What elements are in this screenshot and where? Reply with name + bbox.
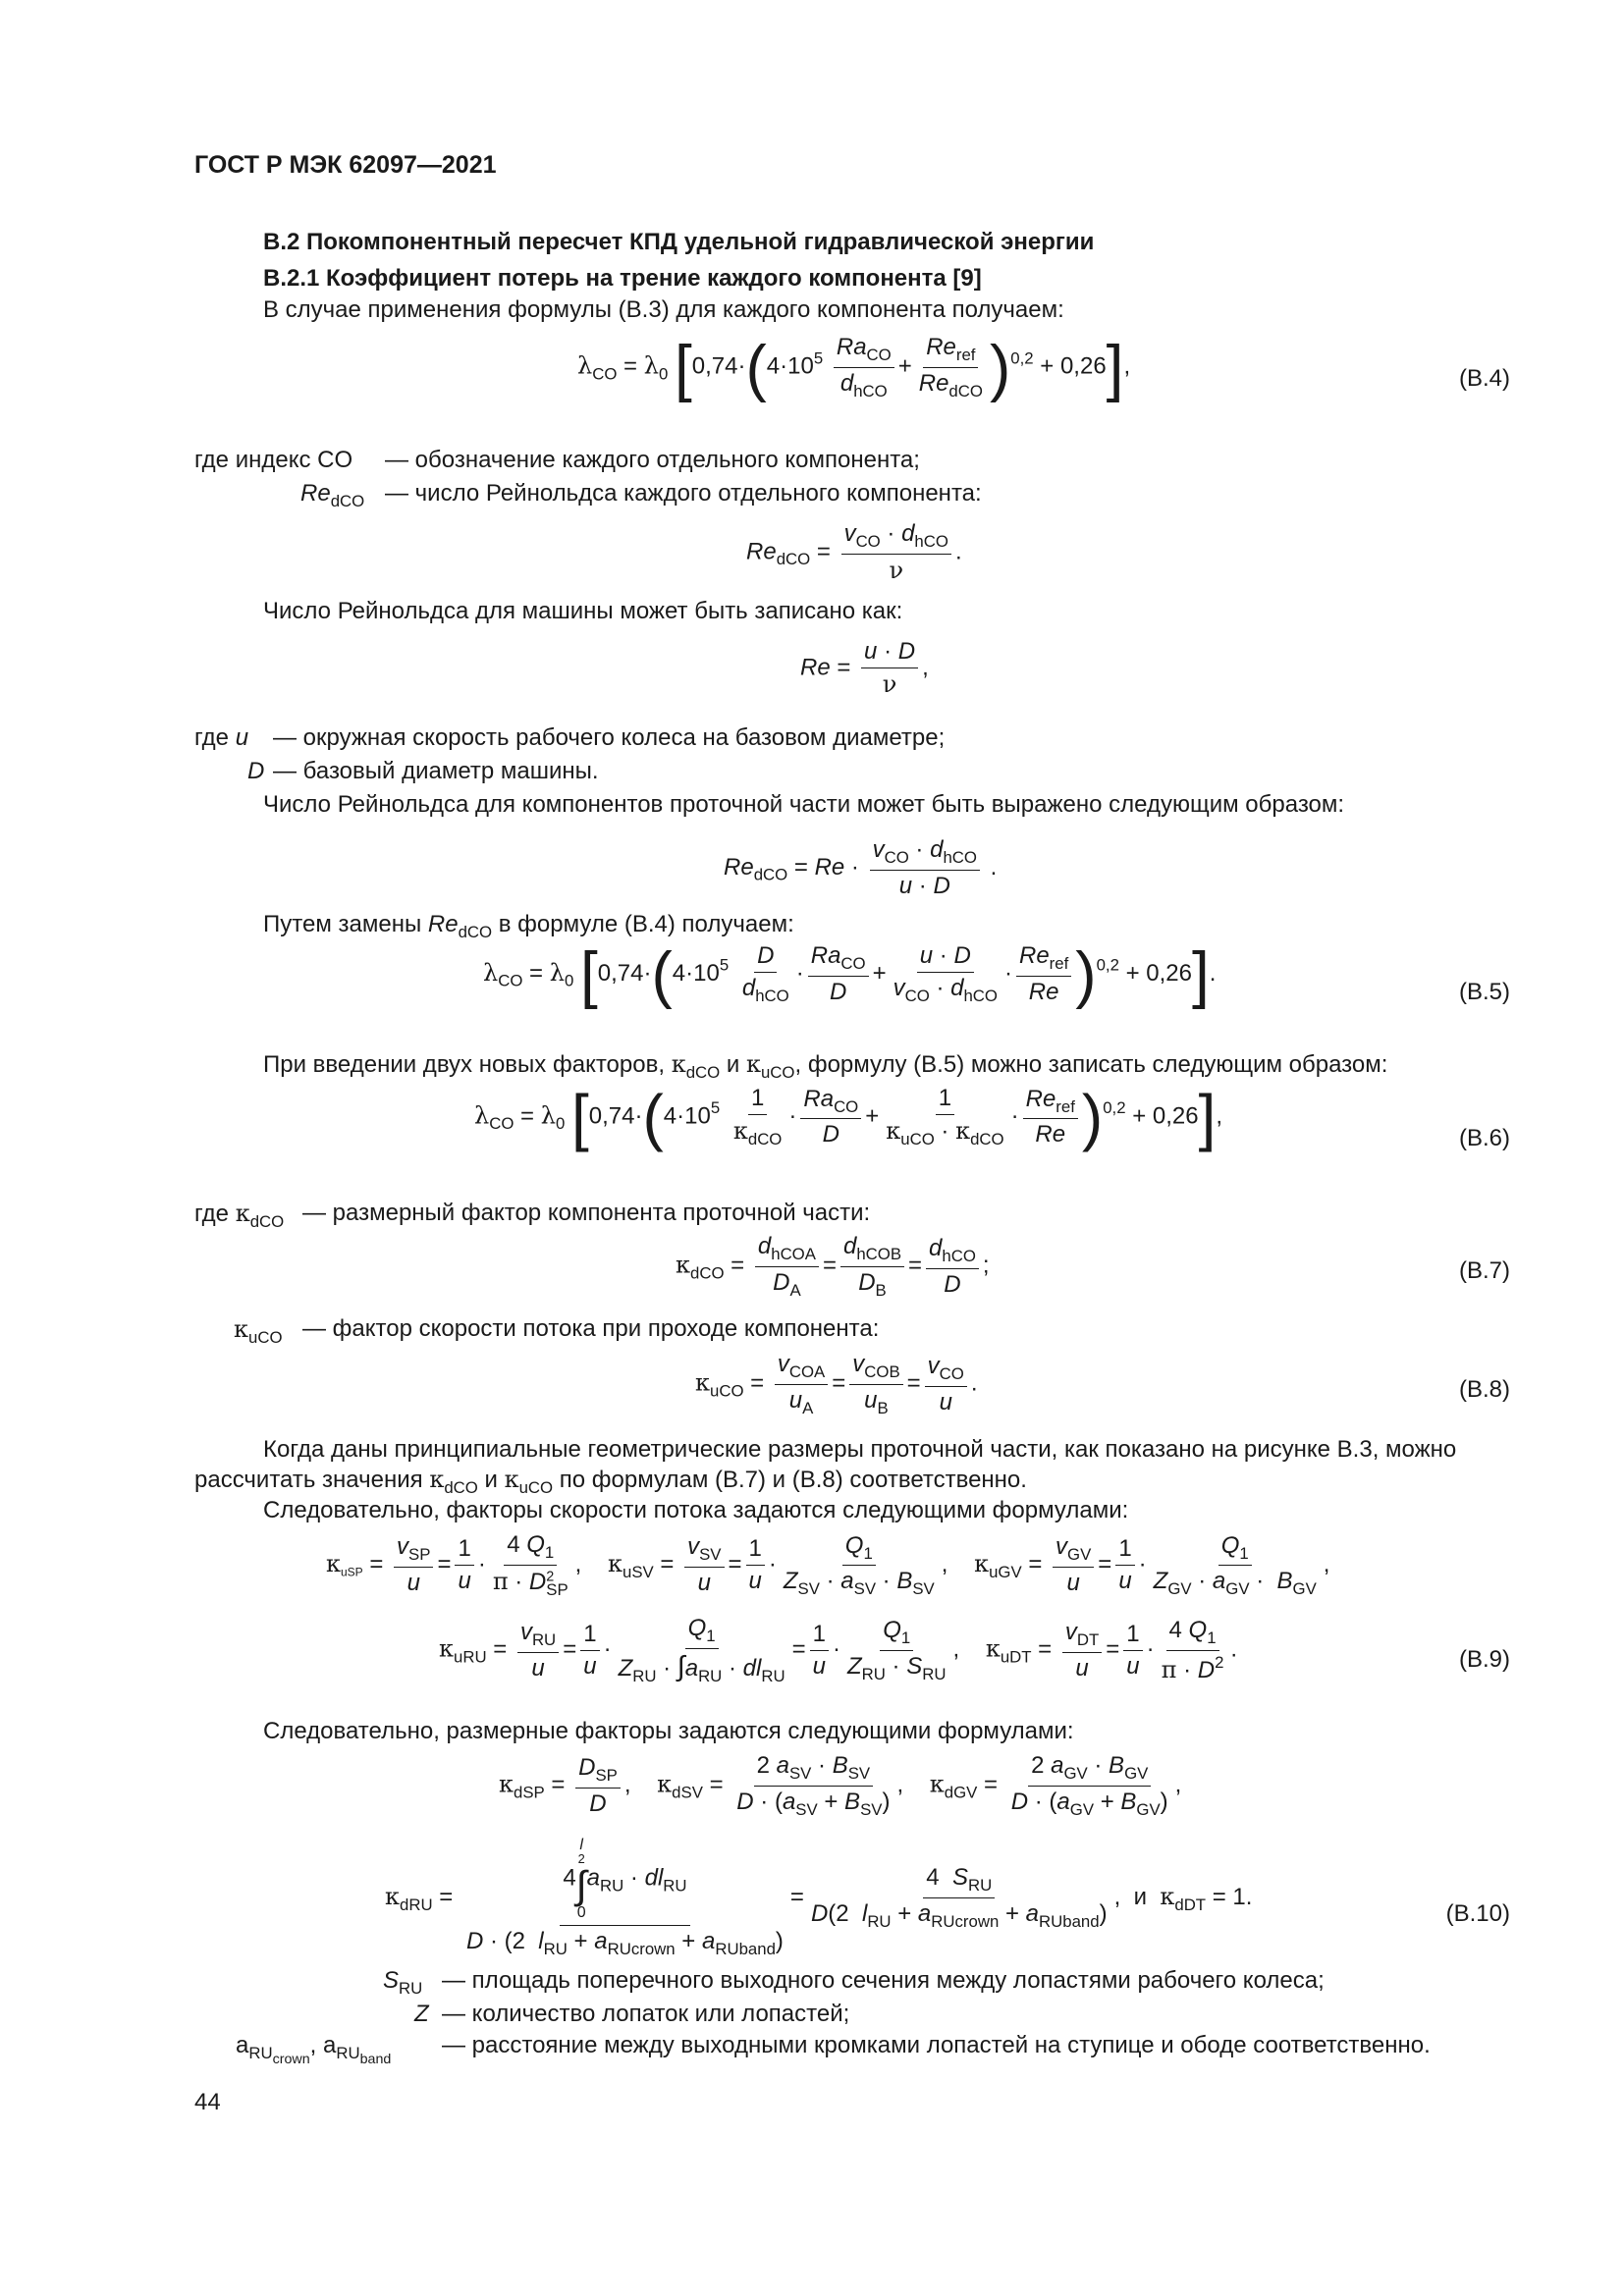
equation-b7: $\kappa_{dCO}$ = $\frac{d_{hCOA}}{D_A}$ = $\frac{d_{hCOB}}{D_B}$ = $\frac{d_{hCO}}{D}$ ;	[676, 1233, 990, 1300]
page-number: 44	[194, 2089, 221, 2115]
d-symbol: D	[247, 758, 265, 784]
equation-number-b6: (В.6)	[1458, 1125, 1510, 1151]
replace-text: Путем замены $Re_{dCO}$ в формуле (В.4) получаем:	[263, 911, 794, 941]
s-ru-desc: — площадь поперечного выходного сечения между лопастями рабочего колеса;	[442, 1967, 1325, 1994]
equation-b10-line1: $\kappa_{dSP}$ = $\frac{D_{SP}}{D}$ , $\kappa_{dSV}$ = $\frac{2 a_{SV} \cdot B_{SV}}{D \cdot (a_{SV} + B_{SV})}$ , $\kappa_{dGV}$ = $\frac{2 a_{GV} \cdot B_{GV}}{D \cdot (a_{GV} + B_{GV})}$ ,	[499, 1752, 1182, 1819]
equation-b9-line2: $\kappa_{uRU}$ = $\frac{v_{RU}}{u}$ = $\frac{1}{u}$ · $\frac{Q_1}{Z_{RU} \cdot \int a_{RU} \cdot dl_{RU}}$ = $\frac{1}{u}$ · $\frac{Q_1}{Z_{RU} \cdot S_{RU}}$ , $\kappa_{uDT}$ = $\frac{v_{DT}}{u}$ = $\frac{1}{u}$ · $\frac{4 Q_1}{\pi \cdot D^2}$ .	[439, 1615, 1238, 1685]
equation-b10-line2: $\kappa_{dRU}$ = 4 l 2 ∫ $0a_{RU} \cdot dl_{RU}$ D · (2 $l_{RU} + a_{RUcrown} + a_{RUband}$) = $\frac{4 S_{RU}}{D(2 l_{RU} + a_{RUcrown} + a_{RUband})}$ , и $\kappa_{dDT} = 1$.	[385, 1837, 1253, 1958]
subsection-title: В.2.1 Коэффициент потерь на трение каждого компонента [9]	[263, 265, 982, 292]
equation-number-b4: (В.4)	[1458, 365, 1510, 392]
equation-b5: $\lambda_{CO} = \lambda_0$ [$0,74\cdot(4\cdot 10^5$ $\frac{D}{d_{hCO}}$ · $\frac{Ra_{CO}}{D}$ + $\frac{u \cdot D}{v_{CO} \cdot d_{hCO}}$ · $\frac{Re_{ref}}{Re}$ )$^{0,2}$ + 0,26].	[483, 938, 1217, 1010]
re-dco-desc: — число Рейнольдса каждого отдельного компонента:	[385, 480, 982, 507]
where-kd-label: где $\kappa_{dCO}$	[194, 1200, 285, 1231]
equation-number-b9: (В.9)	[1458, 1646, 1510, 1673]
two-factors-text: При введении двух новых факторов, $\kappa_{dCO}$ и $\kappa_{uCO}$, формулу (В.5) можно записать следующим образом:	[263, 1050, 1388, 1082]
kd-desc: — размерный фактор компонента проточной части:	[302, 1200, 871, 1226]
equation-number-b8: (В.8)	[1458, 1376, 1510, 1403]
equation-number-b5: (В.5)	[1458, 979, 1510, 1005]
equation-re-machine: Re = $\frac{u \cdot D}{\nu}$ ,	[800, 638, 929, 698]
z-desc: — количество лопаток или лопастей;	[442, 2001, 850, 2027]
s-ru-symbol: $S_{RU}$	[383, 1967, 423, 1998]
equation-number-b7: (В.7)	[1458, 1257, 1510, 1284]
where-co-desc: — обозначение каждого отдельного компонента;	[385, 447, 920, 473]
section-title: В.2 Покомпонентный пересчет КПД удельной гидравлической энергии	[263, 229, 1095, 255]
equation-b9-line1: $\kappa_{uSP}$ = $\frac{v_{SP}}{u}$ = $\frac{1}{u}$ · $\frac{4 Q_1}{\pi \cdot D^2_{SP}}$ , $\kappa_{uSV}$ = $\frac{v_{SV}}{u}$ = $\frac{1}{u}$ · $\frac{Q_1}{Z_{SV} \cdot a_{SV} \cdot B_{SV}}$ , $\kappa_{uGV}$ = $\frac{v_{GV}}{u}$ = $\frac{1}{u}$ · $\frac{Q_1}{Z_{GV} \cdot a_{GV} \cdot B_{GV}}$ ,	[326, 1531, 1330, 1599]
d-desc: — базовый диаметр машины.	[273, 758, 599, 784]
ku-desc: — фактор скорости потока при проходе компонента:	[302, 1315, 880, 1342]
machine-re-text: Число Рейнольдса для машины может быть записано как:	[263, 598, 903, 624]
equation-b8: $\kappa_{uCO}$ = $\frac{v_{COA}}{u_A}$ = $\frac{v_{COB}}{u_B}$ = $\frac{v_{CO}}{u}$ .	[695, 1351, 978, 1417]
re-dco-symbol: $Re_{dCO}$	[300, 480, 365, 510]
ku-symbol: $\kappa_{uCO}$	[234, 1315, 283, 1347]
component-re-text: Число Рейнольдса для компонентов проточной части может быть выражено следующим образом:	[263, 791, 1345, 818]
u-desc: — окружная скорость рабочего колеса на базовом диаметре;	[273, 724, 946, 751]
document-header: ГОСТ Р МЭК 62097—2021	[194, 151, 497, 179]
z-symbol: Z	[414, 2001, 429, 2027]
where-u-label: где u	[194, 724, 249, 751]
paragraph-line1: Когда даны принципиальные геометрические размеры проточной части, как показано на рисунке В.3, можно	[263, 1436, 1457, 1463]
equation-re-dco: $Re_{dCO}$ = $\frac{v_{CO} \cdot d_{hCO}}{\nu}$ .	[746, 520, 962, 584]
where-co-label: где индекс CO	[194, 447, 353, 473]
velocity-factors-text: Следовательно, факторы скорости потока задаются следующими формулами:	[263, 1497, 1129, 1523]
paragraph-line2: рассчитать значения $\kappa_{dCO}$ и $\kappa_{uCO}$ по формулам (В.7) и (В.8) соответственно.	[194, 1466, 1027, 1497]
equation-b4: $\lambda_{CO} = \lambda_0$ [$0,74\cdot(4\cdot 10^5$ $\frac{Ra_{CO}}{d_{hCO}}$ + $\frac{Re_{ref}}{Re_{dCO}}$ )$^{0,2}$ + 0,26],	[577, 332, 1131, 403]
equation-re-dco-2: $Re_{dCO} = Re$ · $\frac{v_{CO} \cdot d_{hCO}}{u \cdot D}$ .	[724, 836, 998, 899]
a-ru-desc: — расстояние между выходными кромками лопастей на ступице и ободе соответственно.	[442, 2032, 1431, 2058]
equation-b6: $\lambda_{CO} = \lambda_0$ [$0,74\cdot(4\cdot 10^5$ $\frac{1}{\kappa_{dCO}}$ · $\frac{Ra_{CO}}{D}$ + $\frac{1}{\kappa_{uCO} \cdot \kappa_{dCO}}$ · $\frac{Re_{ref}}{Re}$ )$^{0,2}$ + 0,26],	[474, 1081, 1223, 1152]
intro-text: В случае применения формулы (В.3) для каждого компонента получаем:	[263, 296, 1064, 323]
size-factors-text: Следовательно, размерные факторы задаются следующими формулами:	[263, 1718, 1074, 1744]
a-ru-symbols: $a_{RU_{crown}}$, $a_{RU_{band}}$	[236, 2032, 392, 2067]
equation-number-b10: (В.10)	[1445, 1900, 1510, 1927]
